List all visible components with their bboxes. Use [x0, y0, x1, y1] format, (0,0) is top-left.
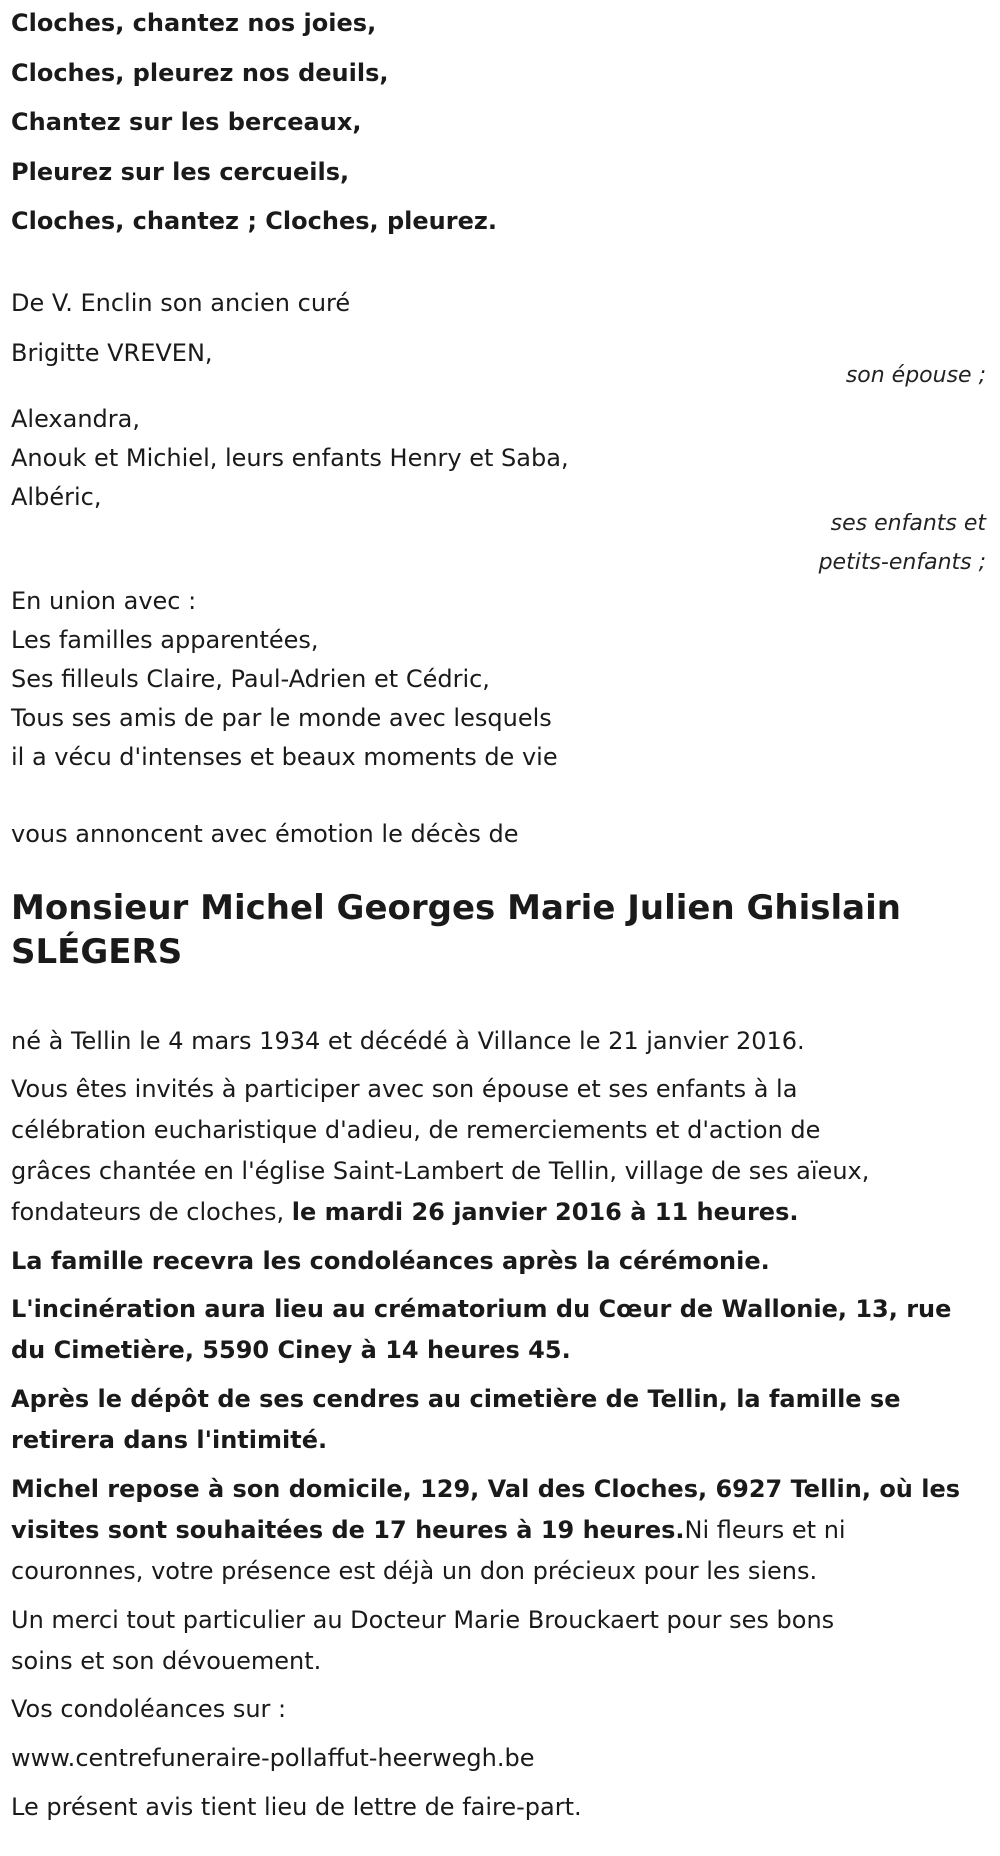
poem-line: Cloches, chantez nos joies, — [11, 9, 377, 37]
from-line: De V. Enclin son ancien curé — [11, 289, 351, 317]
union-list — [11, 582, 558, 777]
poem-line: Cloches, pleurez nos deuils, — [11, 58, 389, 87]
spouse-role: son épouse ; — [845, 363, 986, 388]
child-line: Alexandra, — [11, 405, 140, 433]
poem-line: Chantez sur les berceaux, — [11, 108, 362, 137]
child-line: Anouk et Michiel, leurs enfants Henry et Saba, — [11, 444, 569, 472]
child-line: Albéric, — [11, 483, 102, 511]
spouse-name: Brigitte VREVEN, — [11, 339, 213, 367]
ashes-line: Après le dépôt de ses cendres au cimetière de Tellin, la famille se — [11, 1385, 901, 1413]
deceased-name — [11, 886, 901, 974]
rest-line — [11, 1510, 986, 1551]
poem — [11, 0, 497, 247]
ceremony-line: célébration eucharistique d'adieu, de remerciements et d'action de — [11, 1116, 821, 1144]
deceased-name-line2: SLÉGERS — [11, 932, 183, 972]
rest-paragraph — [11, 1469, 986, 1592]
ceremony-line: Vous êtes invités à participer avec son épouse et ses enfants à la — [11, 1075, 798, 1103]
union-line: Les familles apparentées, — [11, 626, 319, 654]
deceased-name-line1: Monsieur Michel Georges Marie Julien Ghislain — [11, 888, 901, 928]
thanks-line: soins et son dévouement. — [11, 1647, 322, 1675]
union-line: Tous ses amis de par le monde avec lesquels — [11, 704, 552, 732]
announce-line: vous annoncent avec émotion le décès de — [11, 820, 519, 848]
union-line: En union avec : — [11, 587, 197, 615]
incineration-line: L'incinération aura lieu au crématorium du Cœur de Wallonie, 13, rue — [11, 1295, 952, 1323]
incineration-line: du Cimetière, 5590 Ciney à 14 heures 45. — [11, 1336, 571, 1364]
ceremony-text: fondateurs de cloches, — [11, 1198, 292, 1226]
thanks-paragraph — [11, 1600, 986, 1682]
ceremony-paragraph — [11, 1069, 986, 1233]
incineration-paragraph — [11, 1289, 986, 1371]
children-role — [819, 504, 986, 582]
rest-text: Ni fleurs et ni — [684, 1516, 846, 1544]
condolences-notice: La famille recevra les condoléances après la cérémonie. — [11, 1247, 770, 1275]
children-role-line: ses enfants et — [830, 511, 986, 536]
birth-death: né à Tellin le 4 mars 1934 et décédé à Villance le 21 janvier 2016. — [11, 1027, 805, 1055]
rest-line: Michel repose à son domicile, 129, Val des Cloches, 6927 Tellin, où les — [11, 1475, 961, 1503]
ceremony-line — [11, 1192, 986, 1233]
thanks-line: Un merci tout particulier au Docteur Marie Brouckaert pour ses bons — [11, 1606, 835, 1634]
details — [11, 1021, 986, 1828]
ceremony-date: le mardi 26 janvier 2016 à 11 heures. — [291, 1198, 799, 1226]
ceremony-line: grâces chantée en l'église Saint-Lambert de Tellin, village de ses aïeux, — [11, 1157, 870, 1185]
ashes-paragraph — [11, 1379, 986, 1461]
poem-line: Cloches, chantez ; Cloches, pleurez. — [11, 207, 497, 236]
ashes-line: retirera dans l'intimité. — [11, 1426, 328, 1454]
union-line: il a vécu d'intenses et beaux moments de vie — [11, 743, 558, 771]
visiting-hours: visites sont souhaitées de 17 heures à 19 heures. — [11, 1516, 685, 1544]
children-role-line: petits-enfants ; — [818, 550, 986, 575]
website-link[interactable]: www.centrefuneraire-pollaffut-heerwegh.be — [11, 1744, 535, 1772]
poem-line: Pleurez sur les cercueils, — [11, 157, 350, 186]
union-line: Ses filleuls Claire, Paul-Adrien et Cédric, — [11, 665, 490, 693]
rest-line: couronnes, votre présence est déjà un don précieux pour les siens. — [11, 1557, 818, 1585]
children-list — [11, 400, 569, 517]
condolences-online: Vos condoléances sur : — [11, 1695, 287, 1723]
closing-line: Le présent avis tient lieu de lettre de faire-part. — [11, 1793, 582, 1821]
